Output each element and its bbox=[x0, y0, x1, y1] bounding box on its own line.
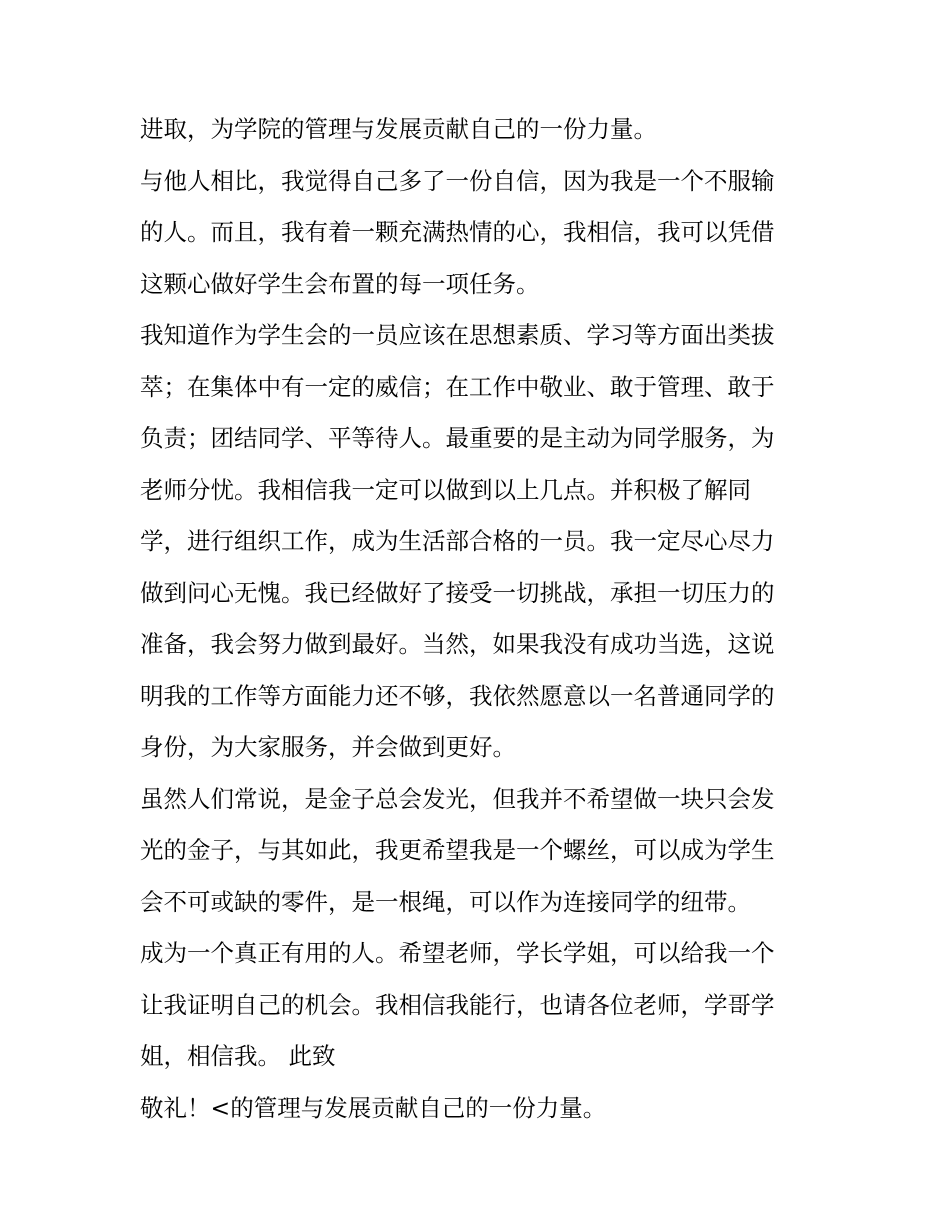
text-line: 敬礼！<的管理与发展贡献自己的一份力量。 bbox=[140, 1093, 607, 1122]
text-line: 姐，相信我。 此致 bbox=[140, 1042, 336, 1070]
text-line: 成为一个真正有用的人。希望老师，学长学姐，可以给我一个 bbox=[140, 939, 775, 967]
text-line: 身份，为大家服务，并会做到更好。 bbox=[140, 733, 516, 761]
text-line: 虽然人们常说，是金子总会发光，但我并不希望做一块只会发 bbox=[140, 784, 775, 813]
text-line: 萃；在集体中有一定的威信；在工作中敬业、敢于管理、敢于 bbox=[140, 372, 775, 401]
body-text bbox=[140, 104, 820, 1134]
text-line: 明我的工作等方面能力还不够，我依然愿意以一名普通同学的 bbox=[140, 681, 775, 710]
text-line: 的人。而且，我有着一颗充满热情的心，我相信，我可以凭借 bbox=[140, 218, 775, 246]
text-line: 光的金子，与其如此，我更希望我是一个螺丝，可以成为学生 bbox=[140, 836, 775, 864]
text-line: 这颗心做好学生会布置的每一项任务。 bbox=[140, 269, 540, 298]
text-line: 准备，我会努力做到最好。当然，如果我没有成功当选，这说 bbox=[140, 630, 775, 658]
text-line: 让我证明自己的机会。我相信我能行，也请各位老师，学哥学 bbox=[140, 990, 775, 1019]
text-line: 会不可或缺的零件，是一根绳，可以作为连接同学的纽带。 bbox=[140, 887, 751, 916]
text-line: 与他人相比，我觉得自己多了一份自信，因为我是一个不服输 bbox=[140, 166, 775, 195]
text-line: 学，进行组织工作，成为生活部合格的一员。我一定尽心尽力 bbox=[140, 527, 775, 555]
text-line: 做到问心无愧。我已经做好了接受一切挑战，承担一切压力的 bbox=[140, 578, 775, 607]
text-line: 进取，为学院的管理与发展贡献自己的一份力量。 bbox=[140, 115, 657, 143]
text-line: 我知道作为学生会的一员应该在思想素质、学习等方面出类拔 bbox=[140, 321, 775, 349]
text-line: 负责；团结同学、平等待人。最重要的是主动为同学服务，为 bbox=[140, 424, 775, 452]
text-line: 老师分忧。我相信我一定可以做到以上几点。并积极了解同 bbox=[140, 475, 751, 504]
